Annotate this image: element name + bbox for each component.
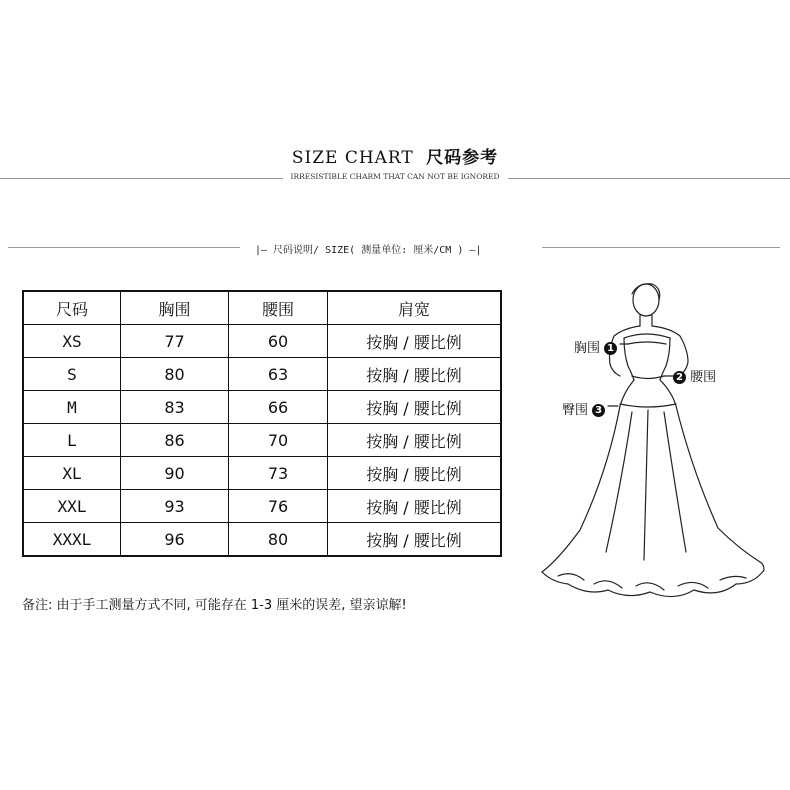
subhead-divider-left: [8, 247, 240, 248]
cell-shoulder: 按胸 / 腰比例: [328, 457, 502, 490]
waist-number-badge: 2: [673, 371, 686, 384]
title-chinese: 尺码参考: [426, 148, 499, 168]
tagline-text: IRRESISTIBLE CHARM THAT CAN NOT BE IGNORED: [283, 172, 508, 181]
cell-size: S: [23, 358, 121, 391]
page-title: [0, 143, 790, 168]
cell-shoulder: 按胸 / 腰比例: [328, 490, 502, 523]
cell-size: L: [23, 424, 121, 457]
subhead-divider-right: [542, 247, 780, 248]
cell-waist: 80: [229, 523, 328, 557]
cell-shoulder: 按胸 / 腰比例: [328, 391, 502, 424]
cell-waist: 63: [229, 358, 328, 391]
table-header-row: [23, 291, 501, 325]
table-row: [23, 391, 501, 424]
header-bust: 胸围: [121, 291, 229, 325]
table-row: [23, 523, 501, 557]
cell-bust: 96: [121, 523, 229, 557]
table-row: [23, 358, 501, 391]
cell-waist: 66: [229, 391, 328, 424]
cell-shoulder: 按胸 / 腰比例: [328, 523, 502, 557]
cell-size: XS: [23, 325, 121, 358]
waist-label-text: 腰围: [690, 370, 717, 385]
table-row: [23, 457, 501, 490]
title-english: SIZE CHART: [291, 148, 414, 168]
cell-bust: 90: [121, 457, 229, 490]
dress-figure: [528, 280, 790, 610]
cell-size: XXL: [23, 490, 121, 523]
table-row: [23, 424, 501, 457]
cell-bust: 80: [121, 358, 229, 391]
waist-label: [673, 366, 716, 385]
cell-size: XXXL: [23, 523, 121, 557]
cell-bust: 77: [121, 325, 229, 358]
bust-label-text: 胸围: [574, 341, 601, 356]
measurement-note: 备注: 由于手工测量方式不同, 可能存在 1-3 厘米的误差, 望亲谅解!: [22, 598, 407, 613]
tagline: [0, 172, 790, 181]
cell-shoulder: 按胸 / 腰比例: [328, 325, 502, 358]
table-row: [23, 490, 501, 523]
header-shoulder: 肩宽: [328, 291, 502, 325]
bust-number-badge: 1: [604, 342, 617, 355]
cell-bust: 93: [121, 490, 229, 523]
cell-waist: 73: [229, 457, 328, 490]
cell-bust: 86: [121, 424, 229, 457]
cell-size: XL: [23, 457, 121, 490]
table-row: [23, 325, 501, 358]
cell-shoulder: 按胸 / 腰比例: [328, 424, 502, 457]
dress-figure-drawing: [528, 280, 790, 610]
header-size: 尺码: [23, 291, 121, 325]
cell-waist: 76: [229, 490, 328, 523]
cell-shoulder: 按胸 / 腰比例: [328, 358, 502, 391]
cell-size: M: [23, 391, 121, 424]
size-table: [22, 290, 502, 557]
cell-bust: 83: [121, 391, 229, 424]
cell-waist: 60: [229, 325, 328, 358]
cell-waist: 70: [229, 424, 328, 457]
size-subheading: |— 尺码说明/ SIZE( 测量单位: 厘米/CM ) —|: [255, 245, 482, 256]
hip-label: [562, 399, 605, 418]
hip-number-badge: 3: [592, 404, 605, 417]
hip-label-text: 臀围: [562, 403, 589, 418]
bust-label: [574, 337, 617, 356]
header-waist: 腰围: [229, 291, 328, 325]
